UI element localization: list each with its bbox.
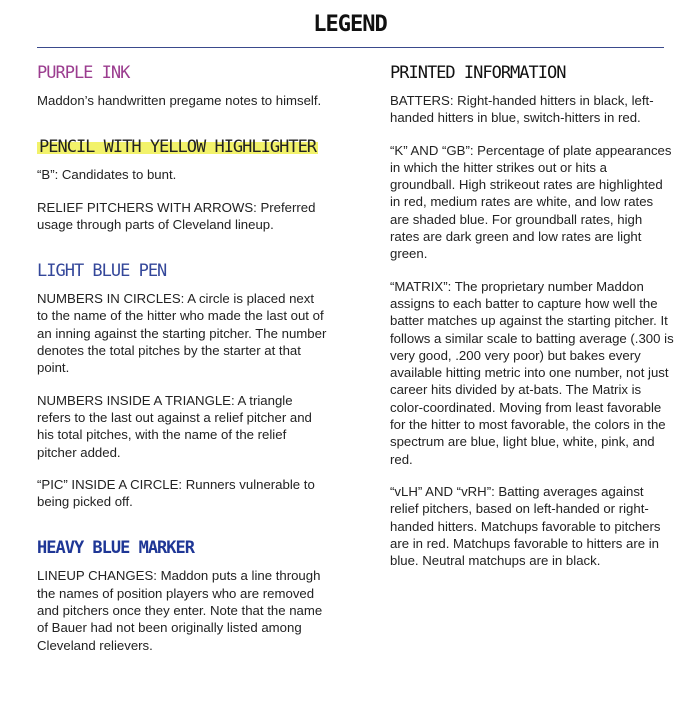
pencil-heading [37,136,327,158]
purple-ink-section [37,62,327,109]
left-column [37,62,327,669]
light-blue-pen-heading: LIGHT BLUE PEN [37,261,167,282]
light-blue-pen-section [37,260,327,510]
batters-text: BATTERS: Right-handed hitters in black, left-handed hitters in blue, switch-hitters in red. [390,93,654,126]
vlh-vrh-text: “vLH” AND “vRH”: Batting averages against relief pitchers, based on left-handed or right-handed hitters. Matchups favorable to pitchers are in red. Matchups favorable to hitters are in blue. Neutral matchups are in black. [390,483,661,569]
bunt-text: “B”: Candidates to bunt. [37,167,177,183]
printed-information-section [390,62,675,569]
relief-arrows-text: RELIEF PITCHERS WITH ARROWS: Preferred usage through parts of Cleveland lineup. [37,199,316,232]
purple-ink-text: Maddon’s handwritten pregame notes to himself. [37,93,322,108]
pencil-heading-highlight: PENCIL WITH YELLOW HIGHLIGHTER [39,137,317,158]
heavy-blue-marker-section [37,537,327,653]
circles-text: NUMBERS IN CIRCLES: A circle is placed next to the name of the hitter who made the last out of an inning against the starting pitcher. The number denotes the total pitches by the starter at that point. [37,291,327,376]
matrix-text: “MATRIX”: The proprietary number Maddon assigns to each batter to capture how well the batter matches up against the starting pitcher. It follows a similar scale to batting average (.300 is very good, .200 very poor) but bakes every available hitting metric into one number, not just career hits divided by at-bats. The Matrix is color-coordinated. Moving from least favorable for the hitter to most favorable, the colors in the spectrum are blue, light blue, white, pink, and red. [390,278,674,467]
pic-text: “PIC” INSIDE A CIRCLE: Runners vulnerable to being picked off. [37,476,315,510]
heavy-blue-marker-heading: HEAVY BLUE MARKER [37,538,194,559]
right-column [390,62,675,584]
title-divider [37,47,664,48]
k-gb-text: “K” AND “GB”: Percentage of plate appearances in which the hitter strikes out or hits a groundball. High strikeout rates are highlighted in red, medium rates are white, and low rates are shaded blue. For groundball rates, high rates are dark green and low rates are light green. [390,142,672,262]
lineup-changes-text: LINEUP CHANGES: Maddon puts a line through the names of position players who are removed and pitchers once they enter. Note that the name of Bauer had not been originally listed among Cleveland relievers. [37,568,323,653]
purple-ink-heading: PURPLE INK [37,63,130,83]
pencil-section [37,136,327,233]
triangle-text: NUMBERS INSIDE A TRIANGLE: A triangle refers to the last out against a relief pitcher and his total pitches, with the name of the relief pitcher added. [37,392,312,460]
page-title: LEGEND [313,12,387,37]
printed-information-heading: PRINTED INFORMATION [390,63,566,83]
